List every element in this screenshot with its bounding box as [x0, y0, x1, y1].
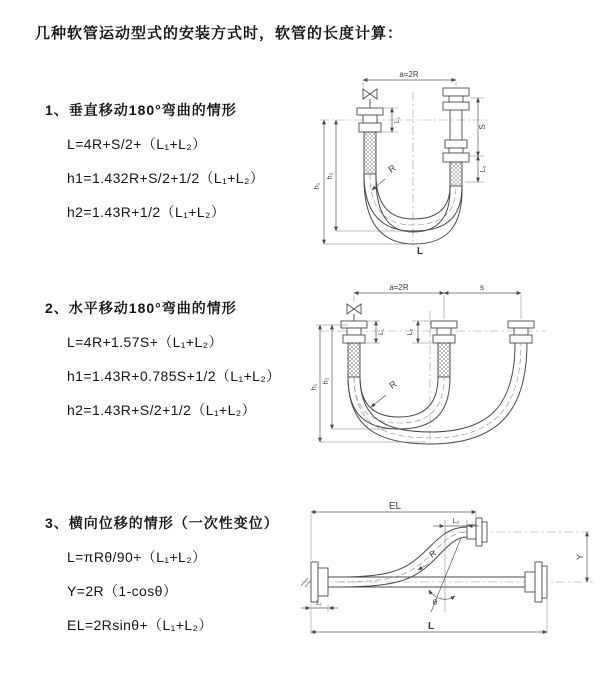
dim-label-angle: θ: [432, 598, 438, 607]
braided-hose-middle: [438, 343, 450, 377]
section-1-formula-L: L=4R+S/2+（L₁+L₂）: [67, 136, 207, 152]
section-3-formula-EL: EL=2Rsinθ+（L₁+L₂）: [67, 617, 213, 633]
section-1-heading: 1、垂直移动180°弯曲的情形: [45, 102, 237, 118]
dim-label-span: a=2R: [399, 70, 419, 79]
flange-right: [525, 562, 547, 602]
dim-label-fitting-left: L₁: [394, 116, 401, 124]
flange-left: [311, 562, 328, 602]
dim-label-height-outer: h₁: [309, 383, 318, 391]
dim-label-height-inner: h₂: [325, 172, 334, 180]
section-2: [45, 298, 281, 420]
dim-label-fitting-left: L₁: [316, 600, 322, 607]
hose-u-curve-position1: [348, 377, 450, 429]
radius-leader: [372, 179, 385, 190]
diagram-lateral-displacement: [295, 500, 600, 640]
section-1-formula-h2: h2=1.43R+1/2（L₁+L₂）: [67, 204, 226, 220]
section-3-formula-L: L=πRθ/90+（L₁+L₂）: [67, 549, 207, 565]
braided-hose-right: [450, 162, 462, 186]
dim-label-offset: Y: [575, 553, 585, 561]
valve-icon: [347, 304, 361, 321]
flange-stack-middle: [431, 321, 457, 343]
section-1: [45, 100, 264, 222]
flange-stack-right: [443, 88, 469, 162]
dim-label-fitting-right: L₂: [480, 165, 487, 173]
dim-label-stroke: s: [480, 283, 484, 292]
valve-icon: [363, 89, 377, 108]
dim-label-fitting-left: L₁: [378, 328, 385, 336]
dim-label-length: L: [427, 621, 435, 632]
section-2-formula-h1: h1=1.43R+0.785S+1/2（L₁+L₂）: [67, 368, 281, 384]
braided-hose-left: [348, 343, 360, 377]
section-3-heading: 3、横向位移的情形（一次性变位）: [45, 515, 279, 531]
dim-label-radius: R: [386, 162, 398, 175]
dim-label-height-outer: h₁: [312, 182, 321, 190]
dim-label-radius: R: [387, 378, 399, 391]
dim-label-fitting-middle: L₂: [407, 328, 414, 336]
dim-label-stroke: S: [478, 124, 487, 130]
dim-label-length: L: [417, 246, 424, 257]
section-2-formula-L: L=4R+1.57S+（L₁+L₂）: [67, 334, 223, 350]
centerline-break-mark: [301, 578, 312, 587]
section-1-formula-h1: h1=1.432R+S/2+1/2（L₁+L₂）: [67, 170, 265, 186]
flange-stack-right-moved: [508, 321, 534, 343]
page-title: 几种软管运动型式的安装方式时，软管的长度计算：: [35, 25, 404, 42]
braided-hose-left: [364, 132, 376, 174]
hose-displaced-position: [339, 527, 467, 587]
section-2-formula-h2: h2=1.43R+S/2+1/2（L₁+L₂）: [67, 402, 257, 418]
radius-leader: [371, 395, 386, 407]
dim-label-extended-length: EL: [388, 501, 402, 512]
diagram-horizontal-180-bend: [306, 281, 598, 451]
section-3-formula-Y: Y=2R（1-cosθ）: [67, 583, 178, 599]
flange-top-right: [467, 518, 487, 546]
diagram-vertical-180-bend: [308, 68, 593, 258]
flange-stack-left: [341, 321, 367, 343]
dim-label-span: a=2R: [389, 283, 409, 292]
dim-label-radius: R: [427, 547, 439, 560]
dim-label-height-inner: h₂: [321, 377, 330, 385]
section-3: [45, 513, 279, 635]
dim-label-fitting-top: L₂: [452, 518, 460, 525]
section-2-heading: 2、水平移动180°弯曲的情形: [45, 300, 237, 316]
